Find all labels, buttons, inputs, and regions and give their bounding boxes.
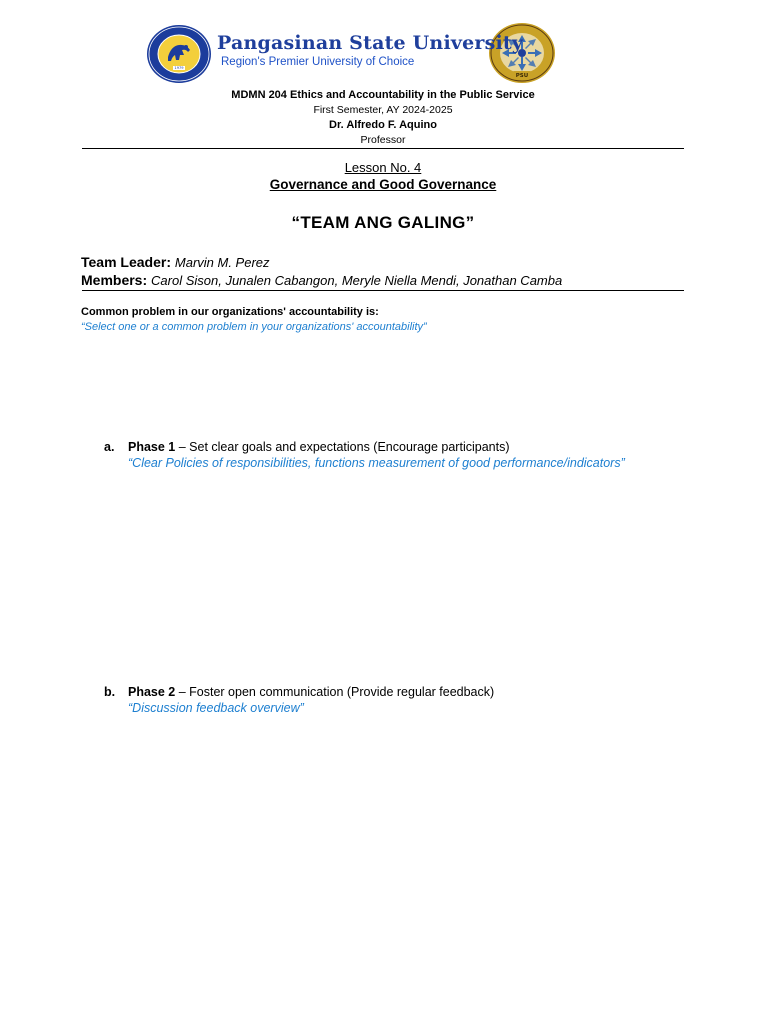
problem-hint: “Select one or a common problem in your organizations' accountability” <box>81 321 427 333</box>
university-name: Pangasinan State University <box>217 32 524 54</box>
svg-text:1979: 1979 <box>174 66 184 71</box>
phase-2-title: Phase 2 <box>128 685 176 699</box>
team-divider <box>82 290 684 291</box>
phase-1-letter: a. <box>104 440 115 454</box>
phase-2-description: – Foster open communication (Provide regular feedback) <box>175 685 495 699</box>
professor-name: Dr. Alfredo F. Aquino <box>329 119 437 131</box>
problem-label: Common problem in our organizations' accountability is: <box>81 306 379 318</box>
course-title: MDMN 204 Ethics and Accountability in the Public Service <box>231 89 535 101</box>
lesson-number: Lesson No. 4 <box>344 160 422 175</box>
lesson-title: Governance and Good Governance <box>269 177 497 192</box>
semester: First Semester, AY 2024-2025 <box>313 104 453 116</box>
phase-1-description: – Set clear goals and expectations (Encourage participants) <box>175 440 510 454</box>
members-value: Carol Sison, Junalen Cabangon, Meryle Niella Mendi, Jonathan Camba <box>151 273 563 288</box>
team-leader-label: Team Leader: <box>81 254 171 270</box>
team-leader-value: Marvin M. Perez <box>174 255 270 270</box>
team-name: “TEAM ANG GALING” <box>291 213 475 232</box>
phase-2-hint: “Discussion feedback overview” <box>128 701 304 715</box>
phase-2-letter: b. <box>104 685 116 699</box>
phase-1-title: Phase 1 <box>128 440 176 454</box>
team-members <box>81 272 562 288</box>
svg-text:PSU: PSU <box>515 72 529 79</box>
phase-1-hint: “Clear Policies of responsibilities, functions measurement of good performance/indicators” <box>128 456 625 470</box>
psu-seal-icon <box>146 24 212 84</box>
phase-1-heading <box>128 440 510 454</box>
header-divider <box>82 148 684 149</box>
members-label: Members: <box>81 272 148 288</box>
team-leader <box>81 254 270 270</box>
phase-2-heading <box>128 685 494 699</box>
professor-title: Professor <box>360 134 406 146</box>
university-tagline: Region's Premier University of Choice <box>221 56 415 68</box>
